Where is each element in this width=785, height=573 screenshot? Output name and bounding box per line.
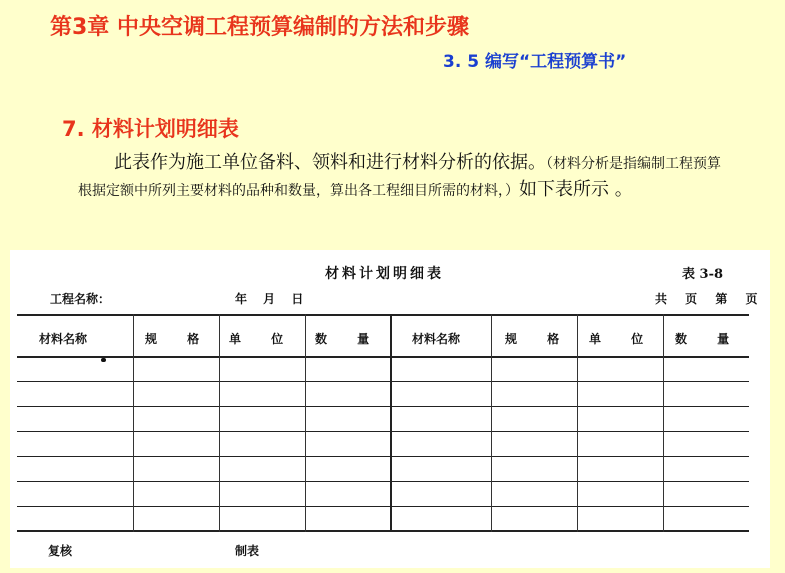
column-header-unit-2: 单 位 xyxy=(589,332,644,346)
table-column-line xyxy=(219,314,220,532)
chapter-title: 第3章 中央空调工程预算编制的方法和步骤 xyxy=(50,15,469,40)
item-heading: 7. 材料计划明细表 xyxy=(62,117,239,141)
column-header-spec: 规 格 xyxy=(145,332,200,346)
column-header-quantity-2: 数 量 xyxy=(675,332,730,346)
paragraph-main: 此表作为施工单位备料、领料和进行材料分析的依据。 xyxy=(114,152,546,173)
table-header-divider xyxy=(17,356,749,358)
table-column-line xyxy=(133,314,134,532)
ink-speck xyxy=(101,358,106,362)
table-border-bottom xyxy=(17,530,749,532)
table-column-line xyxy=(577,314,578,532)
table-column-line xyxy=(663,314,664,532)
table-row-line xyxy=(17,431,749,432)
column-header-material-name-2: 材料名称 xyxy=(412,332,461,346)
table-column-line xyxy=(305,314,306,532)
project-name-label: 工程名称： xyxy=(50,292,111,306)
review-label: 复核 xyxy=(48,544,73,558)
table-number: 表 3-8 xyxy=(682,267,724,282)
table-row-line xyxy=(17,406,749,407)
table-row-line xyxy=(17,456,749,457)
material-plan-form xyxy=(10,250,770,568)
page-label: 共 页 第 页 xyxy=(655,292,758,306)
date-label: 年 月 日 xyxy=(235,292,304,306)
column-header-spec-2: 规 格 xyxy=(505,332,560,346)
table-column-line xyxy=(491,314,492,532)
maker-label: 制表 xyxy=(235,544,260,558)
table-border-top xyxy=(17,314,749,316)
paragraph-note: （材料分析是指编制工程预算根据定额中所列主要材料的品种和数量，算出各工程细目所需的材料，） xyxy=(78,156,721,199)
table-center-divider xyxy=(390,314,392,532)
table-row-line xyxy=(17,506,749,507)
column-header-quantity: 数 量 xyxy=(315,332,370,346)
column-header-material-name: 材料名称 xyxy=(39,332,88,346)
column-header-unit: 单 位 xyxy=(229,332,284,346)
section-title: 3. 5 编写“工程预算书” xyxy=(443,52,627,72)
table-row-line xyxy=(17,381,749,382)
description-paragraph xyxy=(78,150,728,204)
form-title: 材料计划明细表 xyxy=(325,266,444,282)
material-table xyxy=(17,314,749,532)
table-row-line xyxy=(17,481,749,482)
paragraph-tail: 如下表所示 。 xyxy=(519,179,633,200)
